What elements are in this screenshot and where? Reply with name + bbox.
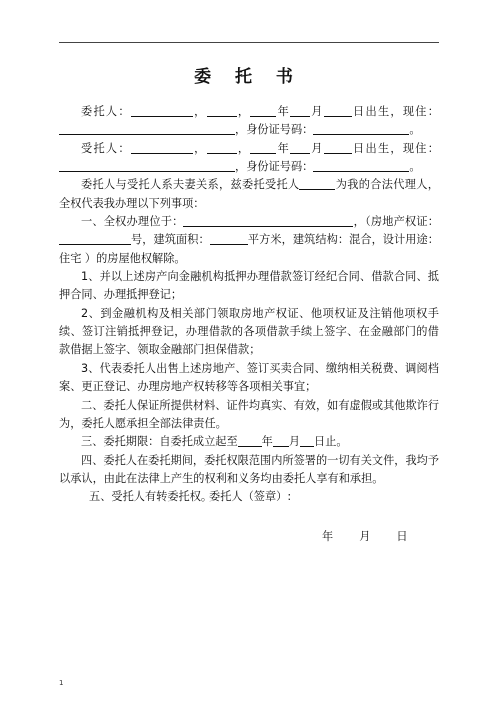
date-month: 月: [359, 530, 371, 543]
agent-id-blank[interactable]: [313, 159, 409, 172]
document-body: [59, 103, 439, 507]
term-day-blank[interactable]: [300, 434, 314, 447]
item-one-paragraph: 一、全权办理位于： ，（房地产权证：号，建筑面积： 平方米，建筑结构：混合，设计用途：住宅 ）的房屋他权解除。: [59, 215, 439, 265]
date-line: [322, 528, 434, 544]
guarantee-paragraph: 二、委托人保证所提供材料、证件均真实、有效，如有虚假或其他欺诈行为，委托人愿承担全部法律责任。: [59, 398, 440, 430]
date-year: 年: [322, 530, 334, 543]
property-certificate-blank[interactable]: [59, 232, 131, 245]
principal-birth-day-blank[interactable]: [324, 104, 352, 117]
agent-name-blank[interactable]: [131, 141, 193, 154]
agent-birth-month-blank[interactable]: [290, 141, 310, 154]
principal-paragraph: 委托人： ， ， 年 月 日出生，现住：，身份证号码： 。: [59, 103, 439, 140]
agent-address-blank[interactable]: [59, 159, 235, 172]
principal-birth-month-blank[interactable]: [290, 104, 310, 117]
agent-name-blank-2[interactable]: [299, 177, 335, 190]
principal-gender-blank[interactable]: [207, 104, 237, 117]
subdelegation-paragraph: 五、受托人有转委托权。: [89, 490, 213, 504]
clause-3: 3、代表委托人出售上述房地产、签订买卖合同、缴纳相关税费、调阅档案、更正登记、办理房地产权转移等各项相关事宜；: [59, 361, 439, 394]
principal-id-blank[interactable]: [313, 122, 409, 135]
term-paragraph: 三、委托期限：自委托成立起至 年 月 日止。: [81, 435, 348, 449]
document-title: 委 托 书: [194, 67, 302, 87]
term-month-blank[interactable]: [273, 434, 289, 447]
agent-birth-day-blank[interactable]: [324, 141, 352, 154]
date-day: 日: [396, 530, 408, 543]
clause-1: 1、并以上述房产向金融机构抵押办理借款签订经纪合同、借款合同、抵押合同、办理抵押登记；: [59, 270, 439, 302]
page-number: 1: [59, 679, 64, 687]
header-rule: [59, 42, 439, 43]
principal-birth-year-blank[interactable]: [250, 104, 276, 117]
relationship-paragraph: 委托人与受托人系夫妻关系，兹委托受托人 为我的合法代理人，全权代表我办理以下列事项：: [59, 178, 439, 210]
clause-2: 2、到金融机构及相关部门领取房地产权证、他项权证及注销他项权手续、签订注销抵押登记，办理借款的各项借款手续上签字、在金融部门的借款借据上签字、领取金融部门担保借款；: [59, 306, 439, 357]
floor-area-blank[interactable]: [210, 232, 248, 245]
recognition-paragraph: 四、委托人在委托期间，委托权限范围内所签署的一切有关文件，我均予以承认，由此在法律上产生的权利和义务均由委托人享有和承担。: [59, 453, 440, 485]
principal-address-blank[interactable]: [59, 122, 235, 135]
principal-name-blank[interactable]: [131, 104, 193, 117]
term-year-blank[interactable]: [238, 434, 262, 447]
agent-gender-blank[interactable]: [207, 141, 237, 154]
agent-paragraph: 受托人： ， ， 年 月 日出生，现住：，身份证号码： 。: [59, 140, 439, 177]
agent-birth-year-blank[interactable]: [250, 141, 276, 154]
property-location-blank[interactable]: [183, 214, 353, 227]
signature-label: 委托人（签章）:: [209, 490, 292, 503]
